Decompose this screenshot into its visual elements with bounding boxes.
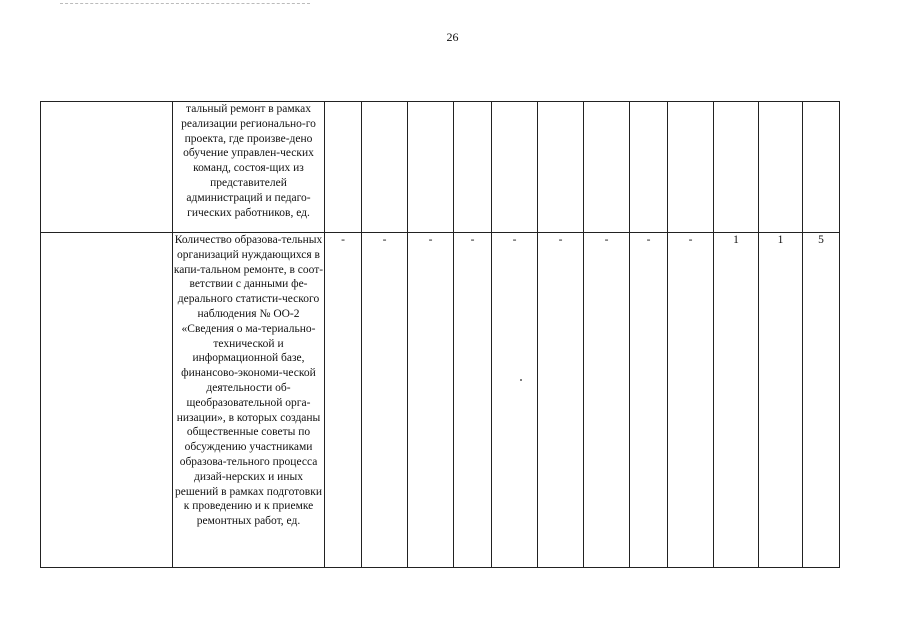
value-cell: 1 <box>759 233 803 568</box>
value-cell: - <box>492 233 538 568</box>
value-cell: - <box>454 233 492 568</box>
value-cell: - <box>538 233 584 568</box>
scan-artifact <box>60 0 310 4</box>
value-cell <box>759 102 803 233</box>
empty-cell <box>41 102 173 233</box>
value-cell <box>630 102 668 233</box>
value-cell <box>714 102 759 233</box>
value-cell: - <box>630 233 668 568</box>
value-cell <box>362 102 408 233</box>
value-cell: - <box>362 233 408 568</box>
table-row <box>41 102 840 233</box>
value-cell <box>668 102 714 233</box>
value-cell: - <box>408 233 454 568</box>
indicator-description: Количество образова-тельных организаций нуждающихся в капи-тальном ремонте, в соот-ветствии с данными фе-дерального статисти-ческого наблюдения № ОО-2 «Сведения о ма-териально-технической и информационной базе, финансово-экономи-ческой деятельности об-щеобразовательной орга-низации», в которых созданы общественные советы по обсуждению участниками образова-тельного процесса дизай-нерских и иных решений в рамках подготовки к проведению и к приемке ремонтных работ, ед. <box>173 233 325 568</box>
value-cell <box>325 102 362 233</box>
indicator-table <box>40 101 840 568</box>
value-cell <box>803 102 840 233</box>
value-cell: 5 <box>803 233 840 568</box>
value-cell <box>492 102 538 233</box>
value-cell <box>538 102 584 233</box>
indicator-description: тальный ремонт в рамках реализации регионально-го проекта, где произве-дено обучение управлен-ческих команд, состоя-щих из представителей администраций и педаго-гических работников, ед. <box>173 102 325 233</box>
page-number: 26 <box>446 30 459 44</box>
empty-cell <box>41 233 173 568</box>
value-cell <box>584 102 630 233</box>
scan-dot <box>520 379 522 381</box>
value-cell: - <box>325 233 362 568</box>
value-cell: 1 <box>714 233 759 568</box>
value-cell <box>454 102 492 233</box>
value-cell: - <box>668 233 714 568</box>
value-cell: - <box>584 233 630 568</box>
table-row <box>41 233 840 568</box>
value-cell <box>408 102 454 233</box>
